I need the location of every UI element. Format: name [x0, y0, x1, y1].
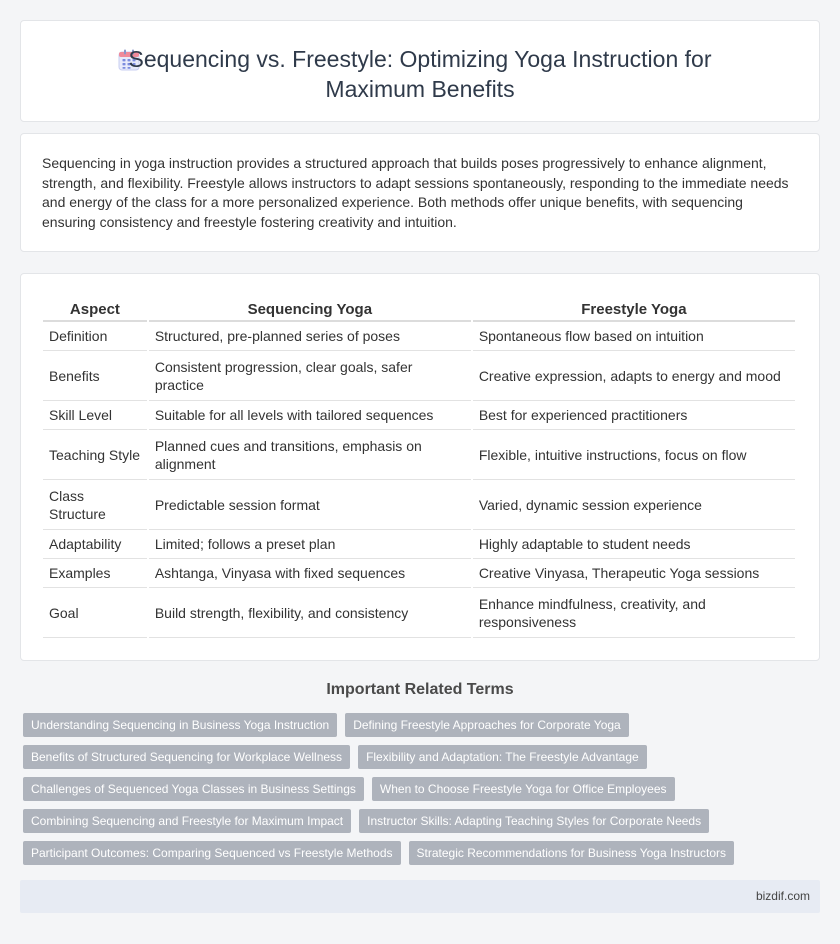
cell-freestyle: Highly adaptable to student needs — [473, 530, 795, 559]
cell-aspect: Teaching Style — [43, 430, 147, 480]
cell-aspect: Goal — [43, 588, 147, 638]
footer-site-link[interactable]: bizdif.com — [755, 889, 810, 903]
cell-freestyle: Spontaneous flow based on intuition — [473, 322, 795, 351]
table-row — [43, 588, 795, 638]
related-term-tag[interactable]: Challenges of Sequenced Yoga Classes in Business Settings — [23, 777, 364, 801]
cell-sequencing: Suitable for all levels with tailored sequences — [149, 401, 471, 430]
cell-freestyle: Enhance mindfulness, creativity, and responsiveness — [473, 588, 795, 638]
cell-freestyle: Best for experienced practitioners — [473, 401, 795, 430]
related-term-tag[interactable]: Instructor Skills: Adapting Teaching Styles for Corporate Needs — [359, 809, 709, 833]
cell-freestyle: Flexible, intuitive instructions, focus on flow — [473, 430, 795, 480]
table-row — [43, 430, 795, 480]
cell-aspect: Class Structure — [43, 480, 147, 530]
cell-sequencing: Build strength, flexibility, and consistency — [149, 588, 471, 638]
cell-aspect: Examples — [43, 559, 147, 588]
cell-freestyle: Varied, dynamic session experience — [473, 480, 795, 530]
related-term-tag[interactable]: When to Choose Freestyle Yoga for Office Employees — [372, 777, 675, 801]
cell-sequencing: Limited; follows a preset plan — [149, 530, 471, 559]
footer — [20, 880, 820, 913]
table-row — [43, 480, 795, 530]
header-card — [20, 20, 820, 122]
related-terms-title: Important Related Terms — [326, 681, 514, 698]
cell-sequencing: Structured, pre-planned series of poses — [149, 322, 471, 351]
header-aspect: Aspect — [43, 294, 147, 322]
comparison-card — [20, 273, 820, 661]
cell-aspect: Definition — [43, 322, 147, 351]
table-row — [43, 401, 795, 430]
table-row — [43, 351, 795, 401]
cell-sequencing: Ashtanga, Vinyasa with fixed sequences — [149, 559, 471, 588]
header-freestyle: Freestyle Yoga — [473, 294, 795, 322]
related-term-tag[interactable]: Defining Freestyle Approaches for Corporate Yoga — [345, 713, 629, 737]
related-term-tag[interactable]: Flexibility and Adaptation: The Freestyle Advantage — [358, 745, 647, 769]
related-terms-list — [23, 713, 803, 865]
table-row — [43, 322, 795, 351]
page-title: Sequencing vs. Freestyle: Optimizing Yoga Instruction for Maximum Benefits — [128, 46, 712, 102]
intro-card — [20, 133, 820, 252]
cell-freestyle: Creative expression, adapts to energy and mood — [473, 351, 795, 401]
related-term-tag[interactable]: Benefits of Structured Sequencing for Workplace Wellness — [23, 745, 350, 769]
related-term-tag[interactable]: Understanding Sequencing in Business Yoga Instruction — [23, 713, 337, 737]
table-row — [43, 530, 795, 559]
cell-freestyle: Creative Vinyasa, Therapeutic Yoga sessions — [473, 559, 795, 588]
cell-aspect: Benefits — [43, 351, 147, 401]
cell-sequencing: Predictable session format — [149, 480, 471, 530]
intro-paragraph: Sequencing in yoga instruction provides a structured approach that builds poses progressively to enhance alignment, strength, and flexibility. Freestyle allows instructors to adapt sessions spontaneously, responding to the immediate needs and energy of the class for a more personalized experience. Both methods offer unique benefits, with sequencing ensuring consistency and freestyle fostering creativity and intuition. — [42, 155, 789, 230]
cell-aspect: Skill Level — [43, 401, 147, 430]
table-header-row — [43, 294, 795, 322]
table-row — [43, 559, 795, 588]
cell-sequencing: Consistent progression, clear goals, safer practice — [149, 351, 471, 401]
header-sequencing: Sequencing Yoga — [149, 294, 471, 322]
related-term-tag[interactable]: Strategic Recommendations for Business Yoga Instructors — [409, 841, 735, 865]
related-term-tag[interactable]: Participant Outcomes: Comparing Sequenced vs Freestyle Methods — [23, 841, 401, 865]
cell-sequencing: Planned cues and transitions, emphasis on alignment — [149, 430, 471, 480]
cell-aspect: Adaptability — [43, 530, 147, 559]
comparison-table — [41, 294, 797, 638]
related-term-tag[interactable]: Combining Sequencing and Freestyle for Maximum Impact — [23, 809, 351, 833]
